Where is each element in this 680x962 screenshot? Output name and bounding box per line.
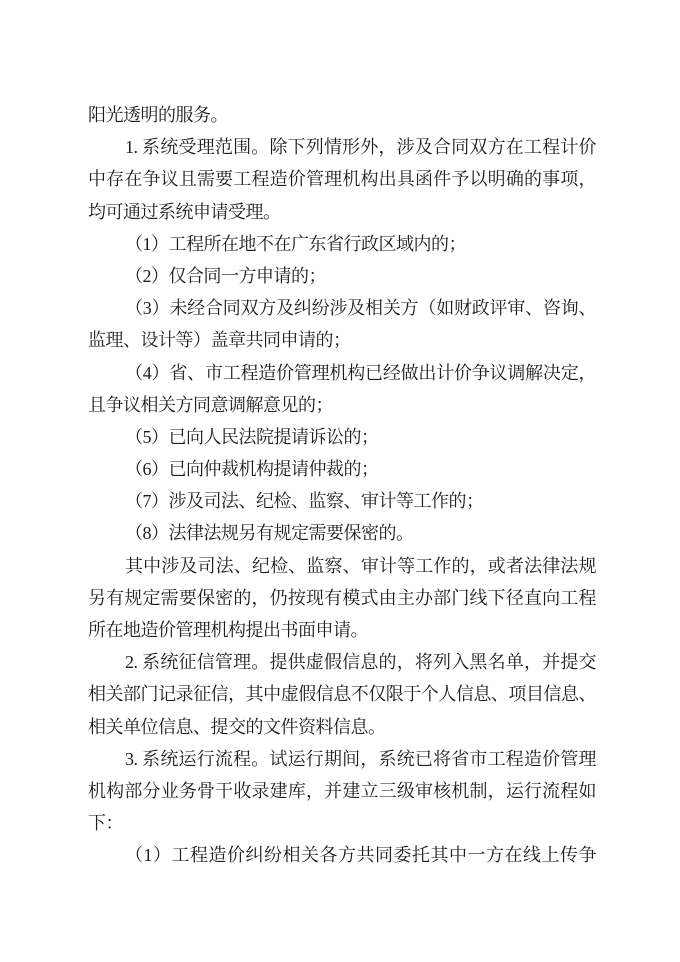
text-line: 监理、设计等）盖章共同申请的；	[88, 330, 351, 351]
text-line: 所在地造价管理机构提出书面申请。	[88, 620, 368, 640]
paragraph	[88, 357, 596, 421]
text-line: 下：	[88, 813, 123, 834]
paragraph	[88, 99, 596, 131]
paragraph	[88, 131, 596, 228]
text-line: （8）法律法规另有规定需要保密的。	[125, 523, 414, 544]
text-line: 中存在争议且需要工程造价管理机构出具函件予以明确的事项，	[88, 169, 596, 190]
text-line: （3）未经合同双方及纠纷涉及相关方（如财政评审、咨询、	[125, 298, 596, 319]
paragraph	[88, 485, 596, 517]
text-line: （5）已向人民法院提请诉讼的；	[125, 426, 379, 447]
text-line: 相关单位信息、提交的文件资料信息。	[88, 716, 386, 737]
text-line: （6）已向仲裁机构提请仲裁的；	[125, 459, 379, 480]
text-line: 其中涉及司法、纪检、监察、审计等工作的，或者法律法规	[125, 555, 596, 576]
paragraph	[88, 228, 596, 260]
paragraph	[88, 292, 596, 356]
paragraph	[88, 421, 596, 453]
text-line: 另有规定需要保密的，仍按现有模式由主办部门线下径直向工程	[88, 587, 596, 608]
text-line: 均可通过系统申请受理。	[88, 201, 281, 222]
paragraph	[88, 517, 596, 549]
text-line: 相关部门记录征信，其中虚假信息不仅限于个人信息、项目信息、	[88, 684, 596, 705]
text-line: 机构部分业务骨干收录建库，并建立三级审核机制，运行流程如	[88, 780, 596, 801]
paragraph	[88, 839, 596, 871]
text-line: （7）涉及司法、纪检、监察、审计等工作的；	[125, 491, 484, 512]
paragraph	[88, 743, 596, 840]
text-line: 3. 系统运行流程。试运行期间，系统已将省市工程造价管理	[125, 748, 596, 769]
paragraph	[88, 453, 596, 485]
text-line: （1）工程造价纠纷相关各方共同委托其中一方在线上传争	[125, 845, 596, 866]
text-line: （1）工程所在地不在广东省行政区域内的；	[125, 233, 466, 254]
text-line: （4）省、市工程造价管理机构已经做出计价争议调解决定，	[125, 362, 596, 383]
paragraph	[88, 260, 596, 292]
text-line: 2. 系统征信管理。提供虚假信息的，将列入黑名单，并提交	[125, 652, 596, 673]
paragraph	[88, 646, 596, 743]
text-line: 阳光透明的服务。	[88, 105, 228, 125]
text-line: 1. 系统受理范围。除下列情形外，涉及合同双方在工程计价	[125, 137, 596, 158]
text-line: 且争议相关方同意调解意见的；	[88, 394, 333, 415]
paragraph	[88, 550, 596, 647]
document-text-block	[88, 99, 596, 872]
text-line: （2）仅合同一方申请的；	[125, 265, 326, 286]
